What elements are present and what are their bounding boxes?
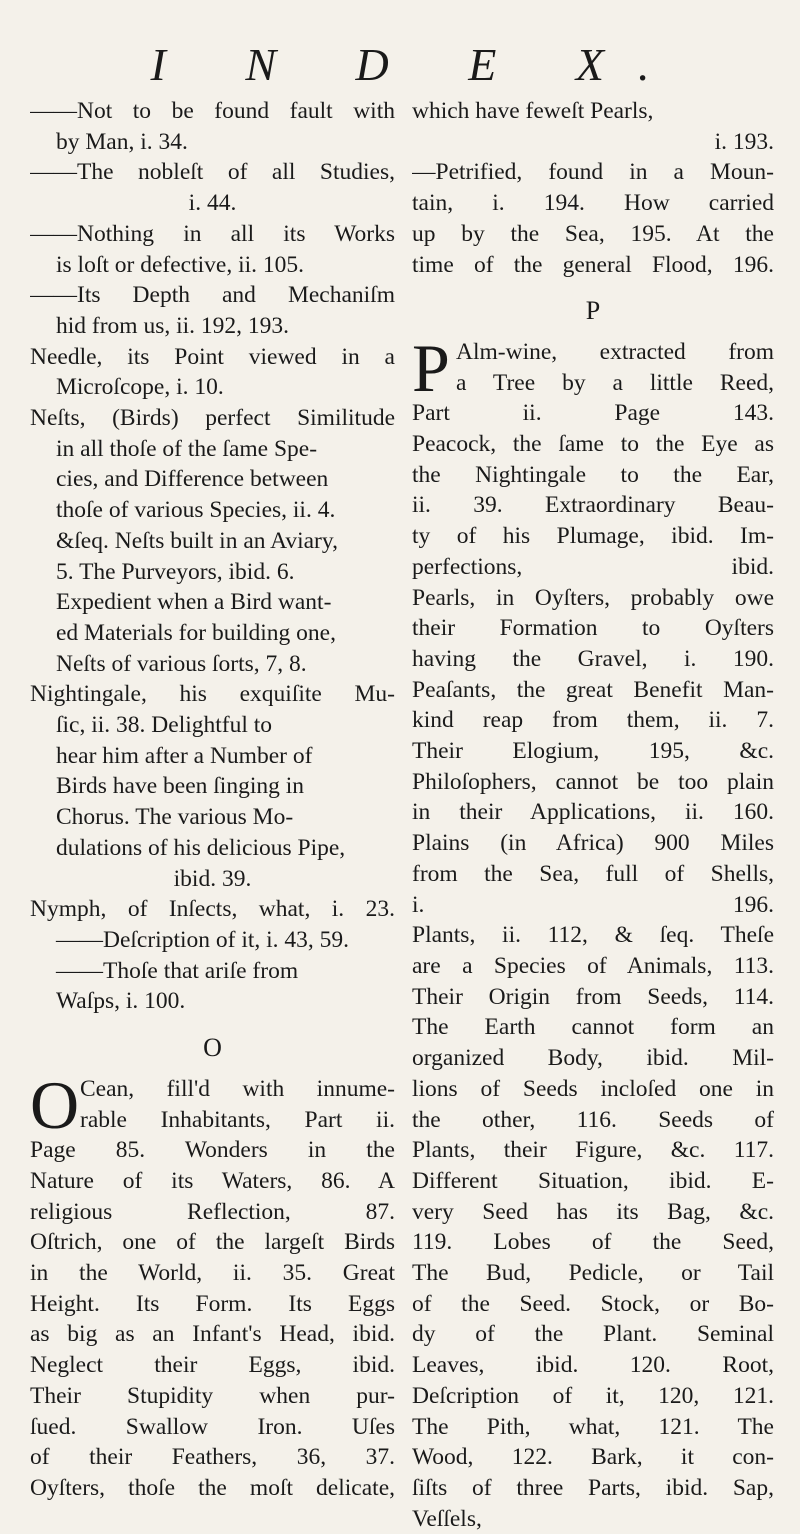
entry-line: ——Deſcription of it, i. 43, 59. <box>56 926 350 953</box>
entry-line: Nymph, of Inſects, what, i. 23. <box>30 896 395 923</box>
entry-line: in the World, ii. 35. Great <box>30 1260 395 1287</box>
right-entries-top <box>412 96 774 280</box>
entry-line: cies, and Difference between <box>56 466 329 493</box>
entry-line: Wood, 122. Bark, it con- <box>412 1444 774 1471</box>
entry-line: ——Nothing in all its Works <box>30 220 395 247</box>
entry-line: Their Stupidity when pur- <box>30 1382 395 1409</box>
entry-line: ——Thoſe that ariſe from <box>56 957 299 984</box>
entry-line: Leaves, ibid. 120. Root, <box>412 1352 774 1379</box>
entry-line: Page 85. Wonders in the <box>30 1137 395 1164</box>
entry-line: dy of the Plant. Seminal <box>412 1321 774 1348</box>
entry-line: ——Not to be found fault with <box>30 98 395 124</box>
entry-palm-wine <box>412 329 774 1534</box>
entry-line: Philoſophers, cannot be too plain <box>412 768 774 795</box>
entry-line: the other, 116. Seeds of <box>412 1106 774 1133</box>
entry-line: Plants, their Figure, &c. 117. <box>412 1137 774 1164</box>
entry-line: the Nightingale to the Ear, <box>412 461 774 488</box>
entry-line: tain, i. 194. How carried <box>412 190 774 217</box>
entry-line: Plants, ii. 112, & ſeq. Theſe <box>412 922 774 949</box>
entry-line: are a Species of Animals, 113. <box>412 952 774 979</box>
entry-line: ſic, ii. 38. Delightful to <box>56 712 273 739</box>
entry-line: Veſſels, <box>412 1505 482 1532</box>
entry-line: as big as an Infant's Head, ibid. <box>30 1321 395 1348</box>
entry-line: in all thoſe of the ſame Spe- <box>56 435 318 462</box>
entry-line: dulations of his delicious Pipe, <box>56 834 346 861</box>
entry-line: The Pith, what, 121. The <box>412 1413 774 1440</box>
entry-line: from the Sea, full of Shells, <box>412 860 774 887</box>
entry-line: of the Seed. Stock, or Bo- <box>412 1290 774 1317</box>
page-title: I N D E X. <box>150 39 684 90</box>
entry-line: Alm-wine, extracted from <box>456 338 774 365</box>
entry-line: —Petrified, found in a Moun- <box>412 159 774 186</box>
entry-line: in their Applications, ii. 160. <box>412 799 774 826</box>
entry-line: Part ii. Page 143. <box>412 400 774 427</box>
entry-line: Cean, fill'd with innume- <box>80 1075 395 1102</box>
entry-line: hear him after a Number of <box>56 742 313 769</box>
entry-line: lions of Seeds incloſed one in <box>412 1075 774 1102</box>
entry-line: by Man, i. 34. <box>56 128 188 155</box>
entry-line: Their Origin from Seeds, 114. <box>412 983 774 1010</box>
entry-line: hid from us, ii. 192, 193. <box>56 312 290 339</box>
entry-line: i. 44. <box>188 190 237 217</box>
entry-line: ii. 39. Extraordinary Beau- <box>412 492 774 519</box>
entry-line: ty of his Plumage, ibid. Im- <box>412 523 774 550</box>
right-column <box>412 96 774 1534</box>
entry-line: Neſts, (Birds) perfect Similitude <box>30 405 395 432</box>
entry-line: Neglect their Eggs, ibid. <box>30 1352 395 1379</box>
entry-line: ſued. Swallow Iron. Uſes <box>30 1413 395 1440</box>
drop-cap-o: O <box>30 1066 80 1143</box>
entry-line: Neſts of various ſorts, 7, 8. <box>56 650 307 677</box>
entry-line: thoſe of various Species, ii. 4. <box>56 497 336 524</box>
entry-line: 119. Lobes of the Seed, <box>412 1229 774 1256</box>
entry-line: Their Elogium, 195, &c. <box>412 738 774 765</box>
entry-line: ibid. 39. <box>173 865 252 892</box>
entry-line: &ſeq. Neſts built in an Aviary, <box>56 527 338 554</box>
left-column <box>30 96 395 1504</box>
section-letter-p: P <box>585 296 601 326</box>
entry-line: Oyſters, thoſe the moſt delicate, <box>30 1474 395 1501</box>
entry-line: having the Gravel, i. 190. <box>412 645 774 672</box>
entry-line: rable Inhabitants, Part ii. <box>80 1106 395 1133</box>
p-entries <box>412 398 774 1534</box>
entry-line: 5. The Purveyors, ibid. 6. <box>56 558 295 585</box>
entry-line: Waſps, i. 100. <box>56 988 186 1015</box>
entry-line: Expedient when a Bird want- <box>56 589 332 616</box>
entry-line: religious Reflection, 87. <box>30 1198 395 1225</box>
entry-line: a Tree by a little Reed, <box>456 369 774 396</box>
entry-line: Peacock, the ſame to the Eye as <box>412 431 774 458</box>
entry-line: their Formation to Oyſters <box>412 615 774 642</box>
left-entries <box>30 96 395 1017</box>
entry-line: Oſtrich, one of the largeſt Birds <box>30 1229 395 1256</box>
entry-line: ——Its Depth and Mechaniſm <box>30 282 395 309</box>
entry-line: Deſcription of it, 120, 121. <box>412 1382 774 1409</box>
entry-line: ſiſts of three Parts, ibid. Sap, <box>412 1474 774 1501</box>
entry-line: very Seed has its Bag, &c. <box>412 1198 774 1225</box>
entry-line: ed Materials for building one, <box>56 619 336 646</box>
entry-line: kind reap from them, ii. 7. <box>412 707 774 734</box>
entry-line: of their Feathers, 36, 37. <box>30 1444 395 1471</box>
entry-line: The Earth cannot form an <box>412 1014 774 1041</box>
entry-line: Pearls, in Oyſters, probably owe <box>412 584 774 611</box>
entry-line: Plains (in Africa) 900 Miles <box>412 830 774 857</box>
entry-line: is loſt or defective, ii. 105. <box>56 251 305 278</box>
entry-line: i. 193. <box>714 128 774 155</box>
entry-line: Nature of its Waters, 86. A <box>30 1167 395 1194</box>
entry-line: Nightingale, his exquiſite Mu- <box>30 681 395 708</box>
entry-ocean <box>30 1066 395 1504</box>
entry-line: Chorus. The various Mo- <box>56 804 294 831</box>
entry-line: time of the general Flood, 196. <box>412 251 774 278</box>
entry-line: Birds have been ſinging in <box>56 773 305 800</box>
entry-line: organized Body, ibid. Mil- <box>412 1045 774 1072</box>
entry-line: perfections, ibid. <box>412 553 774 580</box>
entry-line: Height. Its Form. Its Eggs <box>30 1290 395 1317</box>
entry-line: Needle, its Point viewed in a <box>30 343 395 370</box>
entry-line: Microſcope, i. 10. <box>56 374 224 401</box>
section-letter-o: O <box>203 1033 222 1063</box>
entry-line: up by the Sea, 195. At the <box>412 220 774 247</box>
entry-line: which have feweſt Pearls, <box>412 98 654 124</box>
entry-line: i. 196. <box>412 891 774 918</box>
entry-line: ——The nobleſt of all Studies, <box>30 159 395 186</box>
ocean-entries <box>30 1135 395 1503</box>
entry-line: Different Situation, ibid. E- <box>412 1167 774 1194</box>
drop-cap-p: P <box>412 329 450 406</box>
entry-line: The Bud, Pedicle, or Tail <box>412 1260 774 1287</box>
entry-line: Peaſants, the great Benefit Man- <box>412 676 774 703</box>
